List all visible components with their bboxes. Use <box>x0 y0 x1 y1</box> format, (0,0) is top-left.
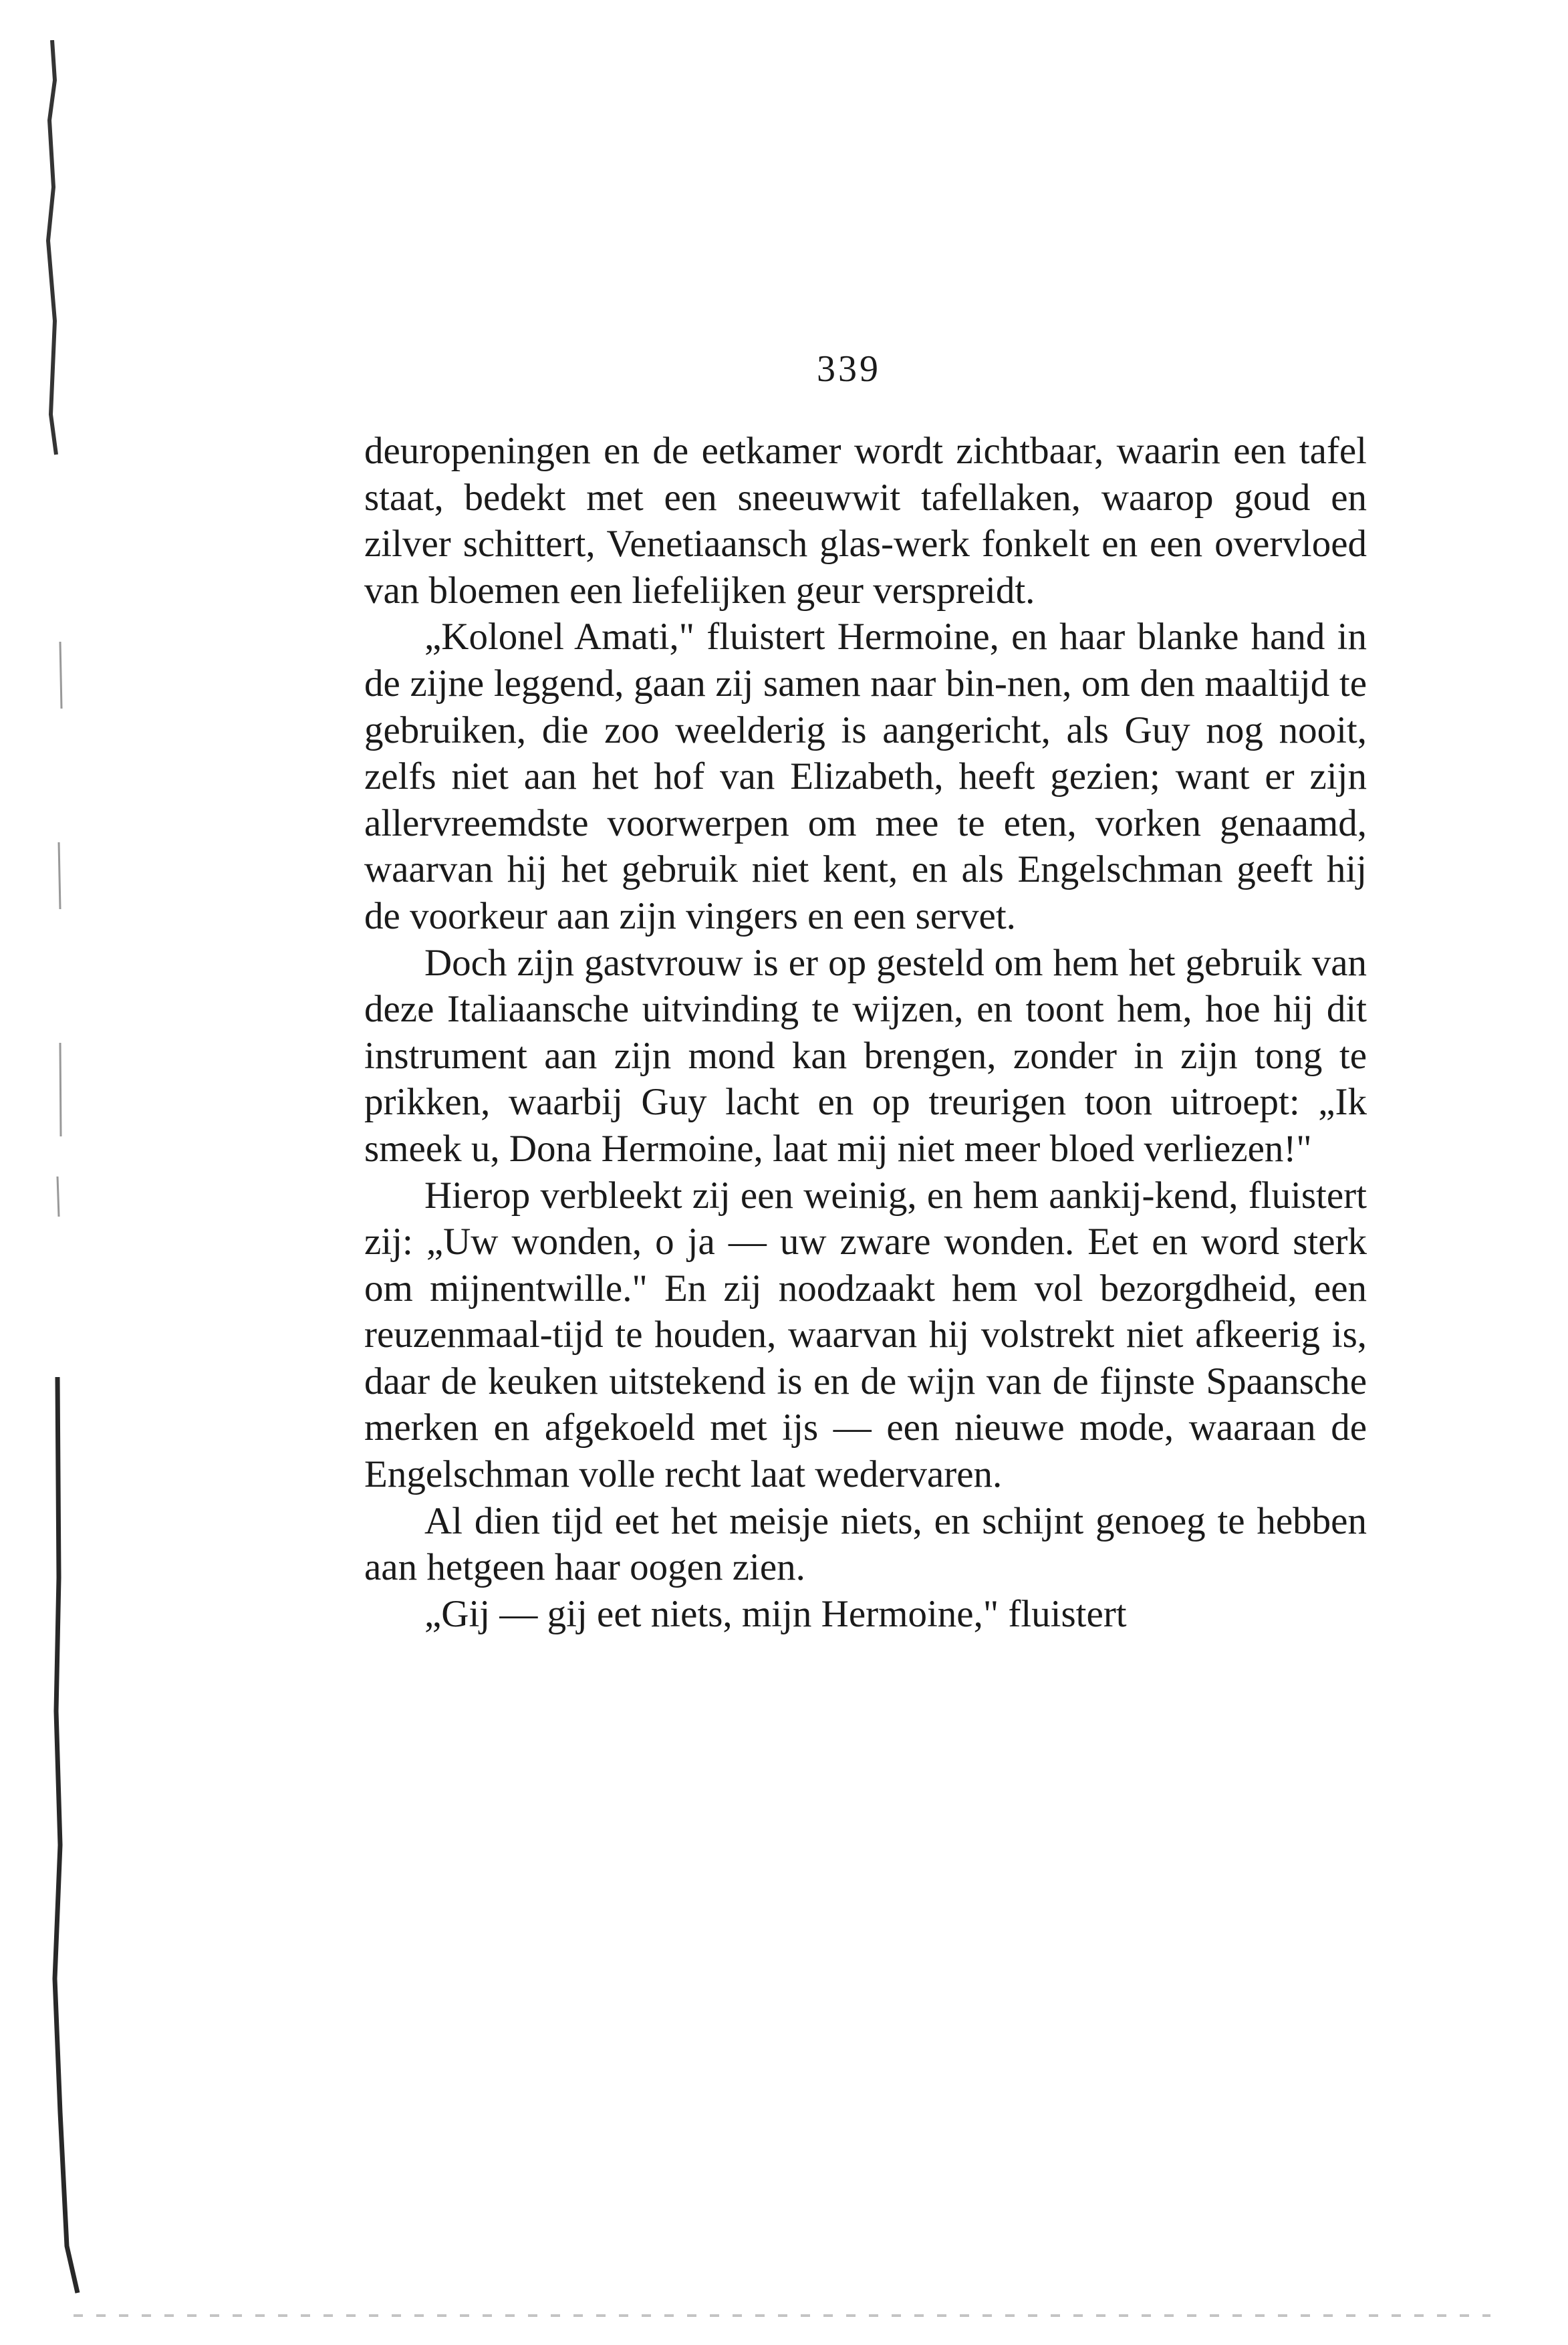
page-number: 339 <box>817 348 881 390</box>
paragraph: „Gij — gij eet niets, mijn Hermoine," fluistert <box>424 1592 1127 1635</box>
paragraph: Doch zijn gastvrouw is er op gesteld om hem het gebruik van deze Italiaansche uitvinding te wijzen, en toont hem, hoe hij dit instrument aan zijn mond kan brengen, zonder in zijn tong te prikken, waarbij Guy lacht en op treurigen toon uitroept: „Ik smeek u, Dona Hermoine, laat mij niet meer bloed verliezen!" <box>364 941 1367 1170</box>
body-text <box>364 428 1367 1637</box>
binding-edge-shadow <box>40 40 80 2300</box>
paragraph: Hierop verbleekt zij een weinig, en hem aankij-kend, fluistert zij: „Uw wonden, o ja — uw zware wonden. Eet en word sterk om mijnentwille." En zij noodzaakt hem vol bezorgdheid, een reuzenmaal-tijd te houden, waarvan hij volstrekt niet afkeerig is, daar de keuken uitstekend is en de wijn van de fijnste Spaansche merken en afgekoeld met ijs — een nieuwe mode, waaraan de Engelschman volle recht laat wedervaren. <box>364 1174 1367 1496</box>
paragraph: deuropeningen en de eetkamer wordt zichtbaar, waarin een tafel staat, bedekt met een sneeuwwit tafellaken, waarop goud en zilver schittert, Venetiaansch glas-werk fonkelt en een overvloed van bloemen een liefelijken geur verspreidt. <box>364 430 1367 612</box>
paragraph: „Kolonel Amati," fluistert Hermoine, en haar blanke hand in de zijne leggend, gaan zij samen naar bin-nen, om den maaltijd te gebruiken, die zoo weelderig is aangericht, als Guy nog nooit, zelfs niet aan het hof van Elizabeth, heeft gezien; want er zijn allervreemdste voorwerpen om mee te eten, vorken genaamd, waarvan hij het gebruik niet kent, en als Engelschman geeft hij de voorkeur aan zijn vingers en een servet. <box>364 616 1367 937</box>
scan-bottom-edge <box>74 2314 1490 2317</box>
paragraph: Al dien tijd eet het meisje niets, en schijnt genoeg te hebben aan hetgeen haar oogen zien. <box>364 1499 1367 1589</box>
